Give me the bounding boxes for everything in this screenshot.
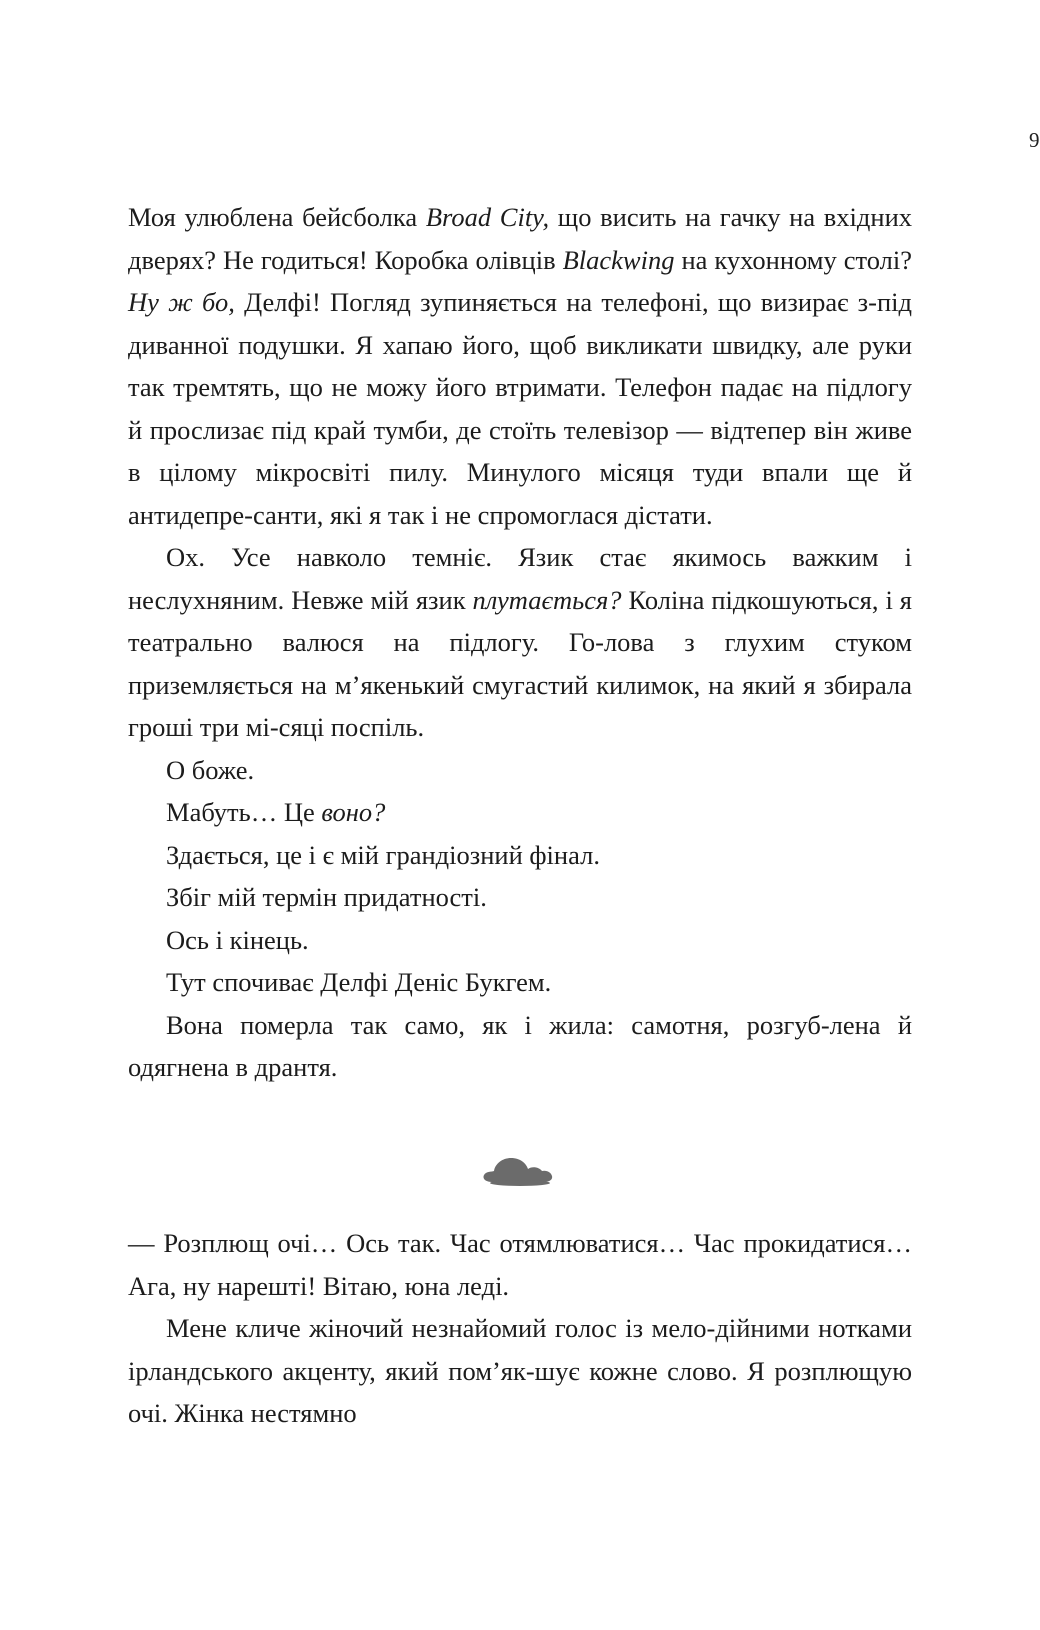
paragraph — [128, 791, 912, 834]
paragraph — [128, 834, 912, 877]
text-run: О боже. — [166, 754, 255, 785]
cloud-ornament — [0, 1152, 1040, 1192]
text-run: що висить на гачку на вхідних дверях? Не годиться! Коробка олівців — [128, 202, 913, 275]
text-run: на кухонному столі? — [674, 244, 912, 275]
paragraph — [128, 919, 912, 962]
text-run: Збіг мій термін придатності. — [166, 882, 487, 912]
text-run: Здається, це і є мій грандіозний фінал. — [166, 839, 600, 870]
italic-run: плутається? — [472, 584, 622, 615]
text-run: — Розплющ очі… Ось так. Час отямлюватися… Час прокидатися… Ага, ну нарешті! Вітаю, юна леді. — [128, 1228, 912, 1301]
text-run: Тут спочиває Делфі Деніс Букгем. — [166, 967, 552, 997]
paragraph — [128, 196, 912, 536]
italic-run: Broad City, — [425, 202, 550, 232]
paragraph — [128, 876, 912, 919]
italic-run: воно? — [321, 797, 386, 827]
italic-run: Blackwing — [562, 244, 675, 275]
paragraph — [128, 536, 912, 749]
text-run: Ох. Усе навколо темніє. Язик стає якимось важким і неслухняним. Невже мій язик — [128, 542, 912, 615]
page-number: 9 — [1029, 128, 1040, 152]
text-run: Мене кличе жіночий незнайомий голос із мело-дійними нотками ірландського акценту, який пом’як-шує кожне слово. Я розплющую очі. Жінка нестямно — [128, 1313, 912, 1428]
body-text-top — [128, 196, 912, 1089]
paragraph — [128, 1222, 912, 1307]
text-run: Мабуть… Це — [166, 797, 322, 827]
text-run: Делфі! Погляд зупиняється на телефоні, що визирає з-під диванної подушки. Я хапаю його, щоб викликати швидку, але руки так тремтять, що не можу його втримати. Телефон падає на підлогу й прослизає під край тумби, де стоїть телевізор — відтепер він живе в цілому мікросвіті пилу. Минулого місяця туди впали ще й антидепре-санти, які я так і не спромоглася дістати. — [128, 287, 912, 530]
paragraph — [128, 749, 912, 792]
body-text-bottom — [128, 1222, 912, 1435]
paragraph — [128, 1004, 912, 1089]
paragraph — [128, 961, 912, 1004]
text-run: Коліна підкошуються, і я театрально валюся на підлогу. Го-лова з глухим стуком приземляється на м’якенький смугастий килимок, на який я збирала гроші три мі-сяці поспіль. — [128, 584, 912, 742]
paragraph — [128, 1307, 912, 1435]
italic-run: Ну ж бо, — [128, 287, 235, 317]
text-run: Ось і кінець. — [166, 924, 309, 955]
text-run: Моя улюблена бейсболка — [128, 202, 426, 232]
text-run: Вона померла так само, як і жила: самотня, розгуб-лена й одягнена в дрантя. — [128, 1009, 912, 1082]
